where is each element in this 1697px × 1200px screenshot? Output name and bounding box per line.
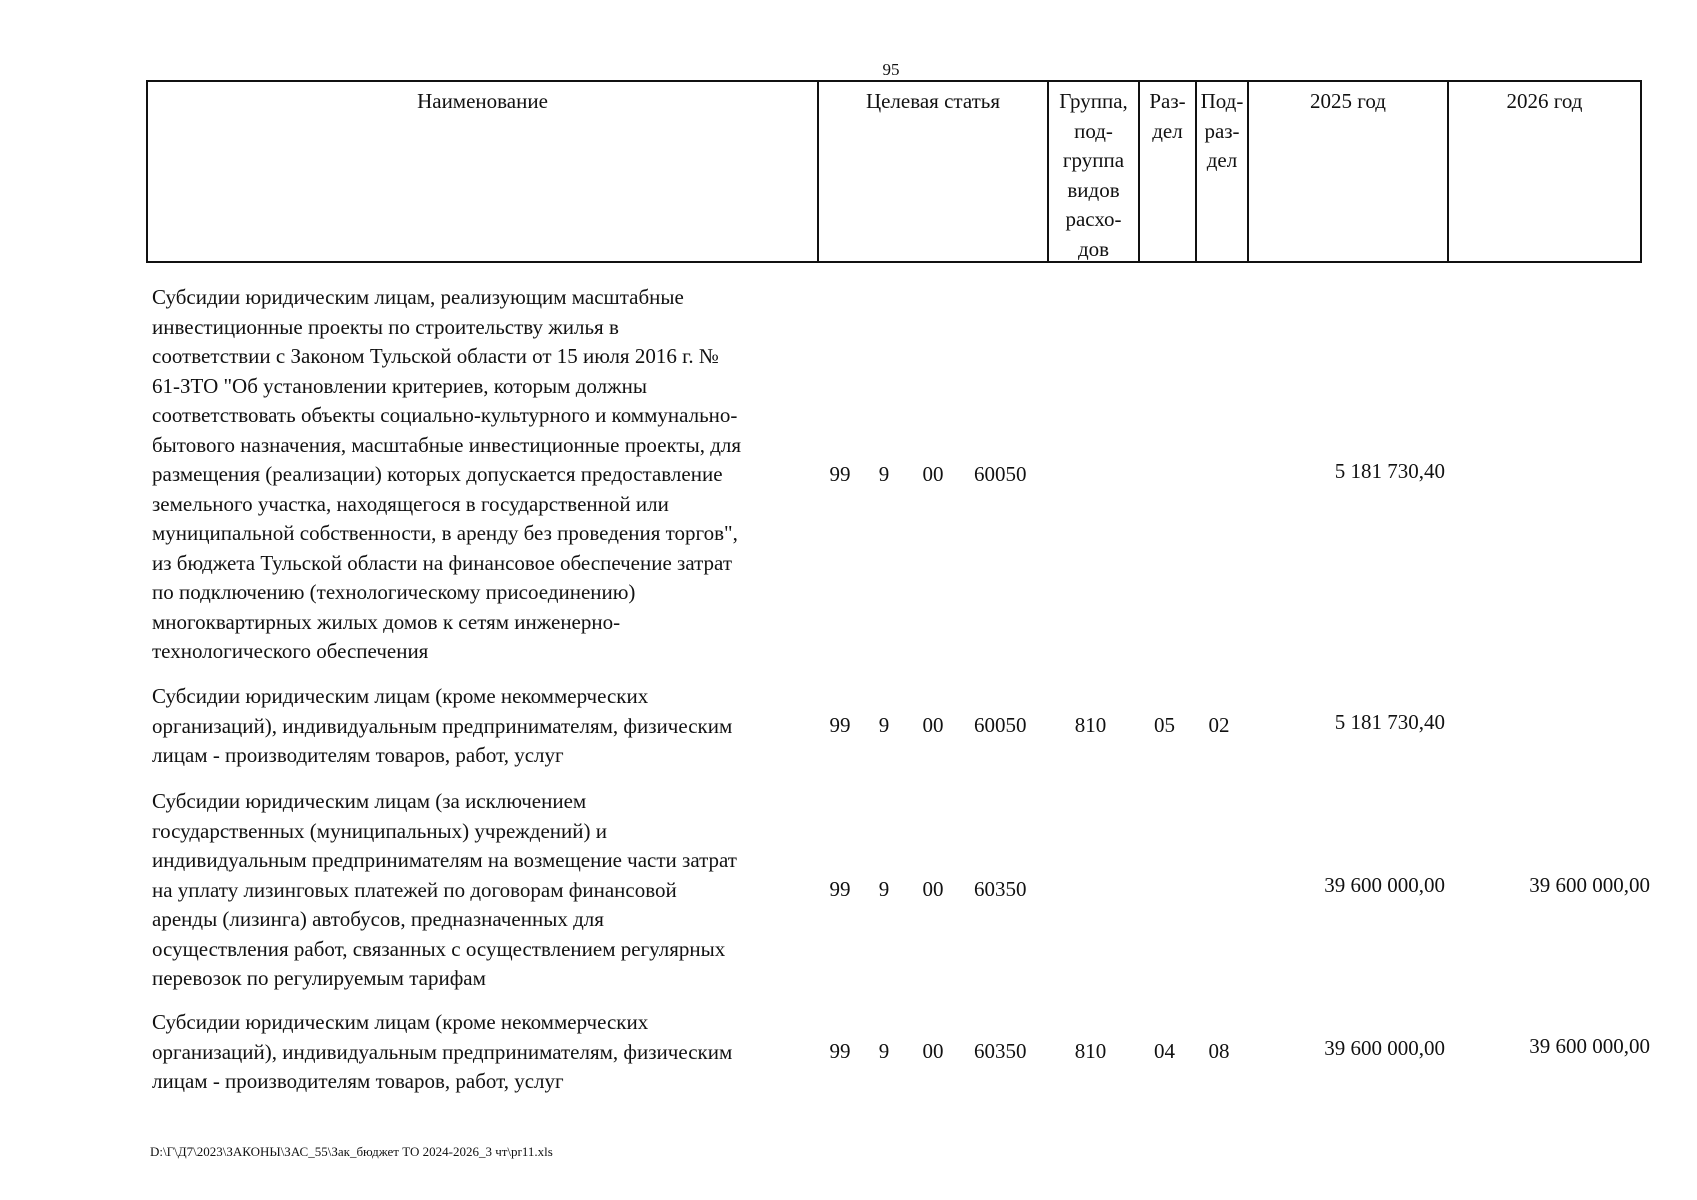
row-name: Субсидии юридическим лицам, реализующим масштабные инвестиционные проекты по строительству жилья в соответствии с Законом Тульской области от 15 июля 2016 г. № 61-ЗТО "Об установлении критериев, которым должны соответствовать объекты социально-культурного и коммунально- бытового назначения, масштабные инвестиционные проекты, для размещения (реализации) которых допускается предоставление земельного участка, находящегося в государственной или муниципальной собственности, в аренду без проведения торгов", из бюджета Тульской области на финансовое обеспечение затрат по подключению (технологическому присоединению) многоквартирных жилых домов к сетям инженерно- технологического обеспечения — [152, 285, 742, 663]
header-subsection: Под- раз- дел — [1195, 82, 1247, 261]
row-code-4: 60050 — [974, 462, 1027, 486]
row-code-2: 9 — [878, 462, 890, 486]
row-code-3: 00 — [922, 713, 944, 737]
row-code-4: 60350 — [974, 877, 1027, 901]
row-code-2: 9 — [878, 713, 890, 737]
row-name: Субсидии юридическим лицам (кроме некоммерческих организаций), индивидуальным предпринимателям, физическим лицам - производителям товаров, работ, услуг — [152, 1010, 733, 1093]
row-code-4: 60050 — [974, 713, 1027, 737]
header-expense-group: Группа, под- группа видов расхо- дов — [1047, 82, 1138, 261]
row-code-1: 99 — [829, 877, 851, 901]
table-header — [146, 80, 1642, 263]
file-path-footer: D:\Г\Д7\2023\ЗАКОНЫ\ЗАС_55\Зак_бюджет ТО 2024-2026_3 чт\pr11.xls — [150, 1144, 553, 1159]
row-name: Субсидии юридическим лицам (за исключением государственных (муниципальных) учреждений) и индивидуальным предпринимателям на возмещение части затрат на уплату лизинговых платежей по договорам финансовой аренды (лизинга) автобусов, предназначенных для осуществления работ, связанных с осуществлением регулярных перевозок по регулируемым тарифам — [152, 789, 737, 990]
page-number: 95 — [882, 60, 900, 79]
row-amount-2025: 5 181 730,40 — [1334, 459, 1445, 483]
header-year-2025: 2025 год — [1247, 82, 1447, 261]
row-code-1: 99 — [829, 713, 851, 737]
row-code-3: 00 — [922, 1039, 944, 1063]
row-amount-2025: 5 181 730,40 — [1334, 710, 1445, 734]
row-section: 04 — [1154, 1039, 1175, 1063]
row-code-3: 00 — [922, 462, 944, 486]
header-name: Наименование — [417, 89, 548, 113]
row-code-1: 99 — [829, 1039, 851, 1063]
row-amount-2025: 39 600 000,00 — [1324, 873, 1445, 897]
row-code-3: 00 — [922, 877, 944, 901]
row-amount-2025: 39 600 000,00 — [1324, 1036, 1445, 1060]
header-section: Раз- дел — [1138, 82, 1195, 261]
row-code-1: 99 — [829, 462, 851, 486]
row-group: 810 — [1074, 1039, 1107, 1063]
row-section: 05 — [1154, 713, 1175, 737]
row-code-2: 9 — [878, 877, 890, 901]
row-amount-2026: 39 600 000,00 — [1529, 873, 1650, 897]
header-target-article: Целевая статья — [817, 82, 1047, 261]
row-code-4: 60350 — [974, 1039, 1027, 1063]
row-subsection: 02 — [1208, 713, 1230, 737]
row-code-2: 9 — [878, 1039, 890, 1063]
header-year-2026: 2026 год — [1447, 82, 1640, 261]
row-subsection: 08 — [1208, 1039, 1230, 1063]
row-name: Субсидии юридическим лицам (кроме некоммерческих организаций), индивидуальным предпринимателям, физическим лицам - производителям товаров, работ, услуг — [152, 684, 733, 767]
row-amount-2026: 39 600 000,00 — [1529, 1034, 1650, 1058]
row-group: 810 — [1074, 713, 1107, 737]
